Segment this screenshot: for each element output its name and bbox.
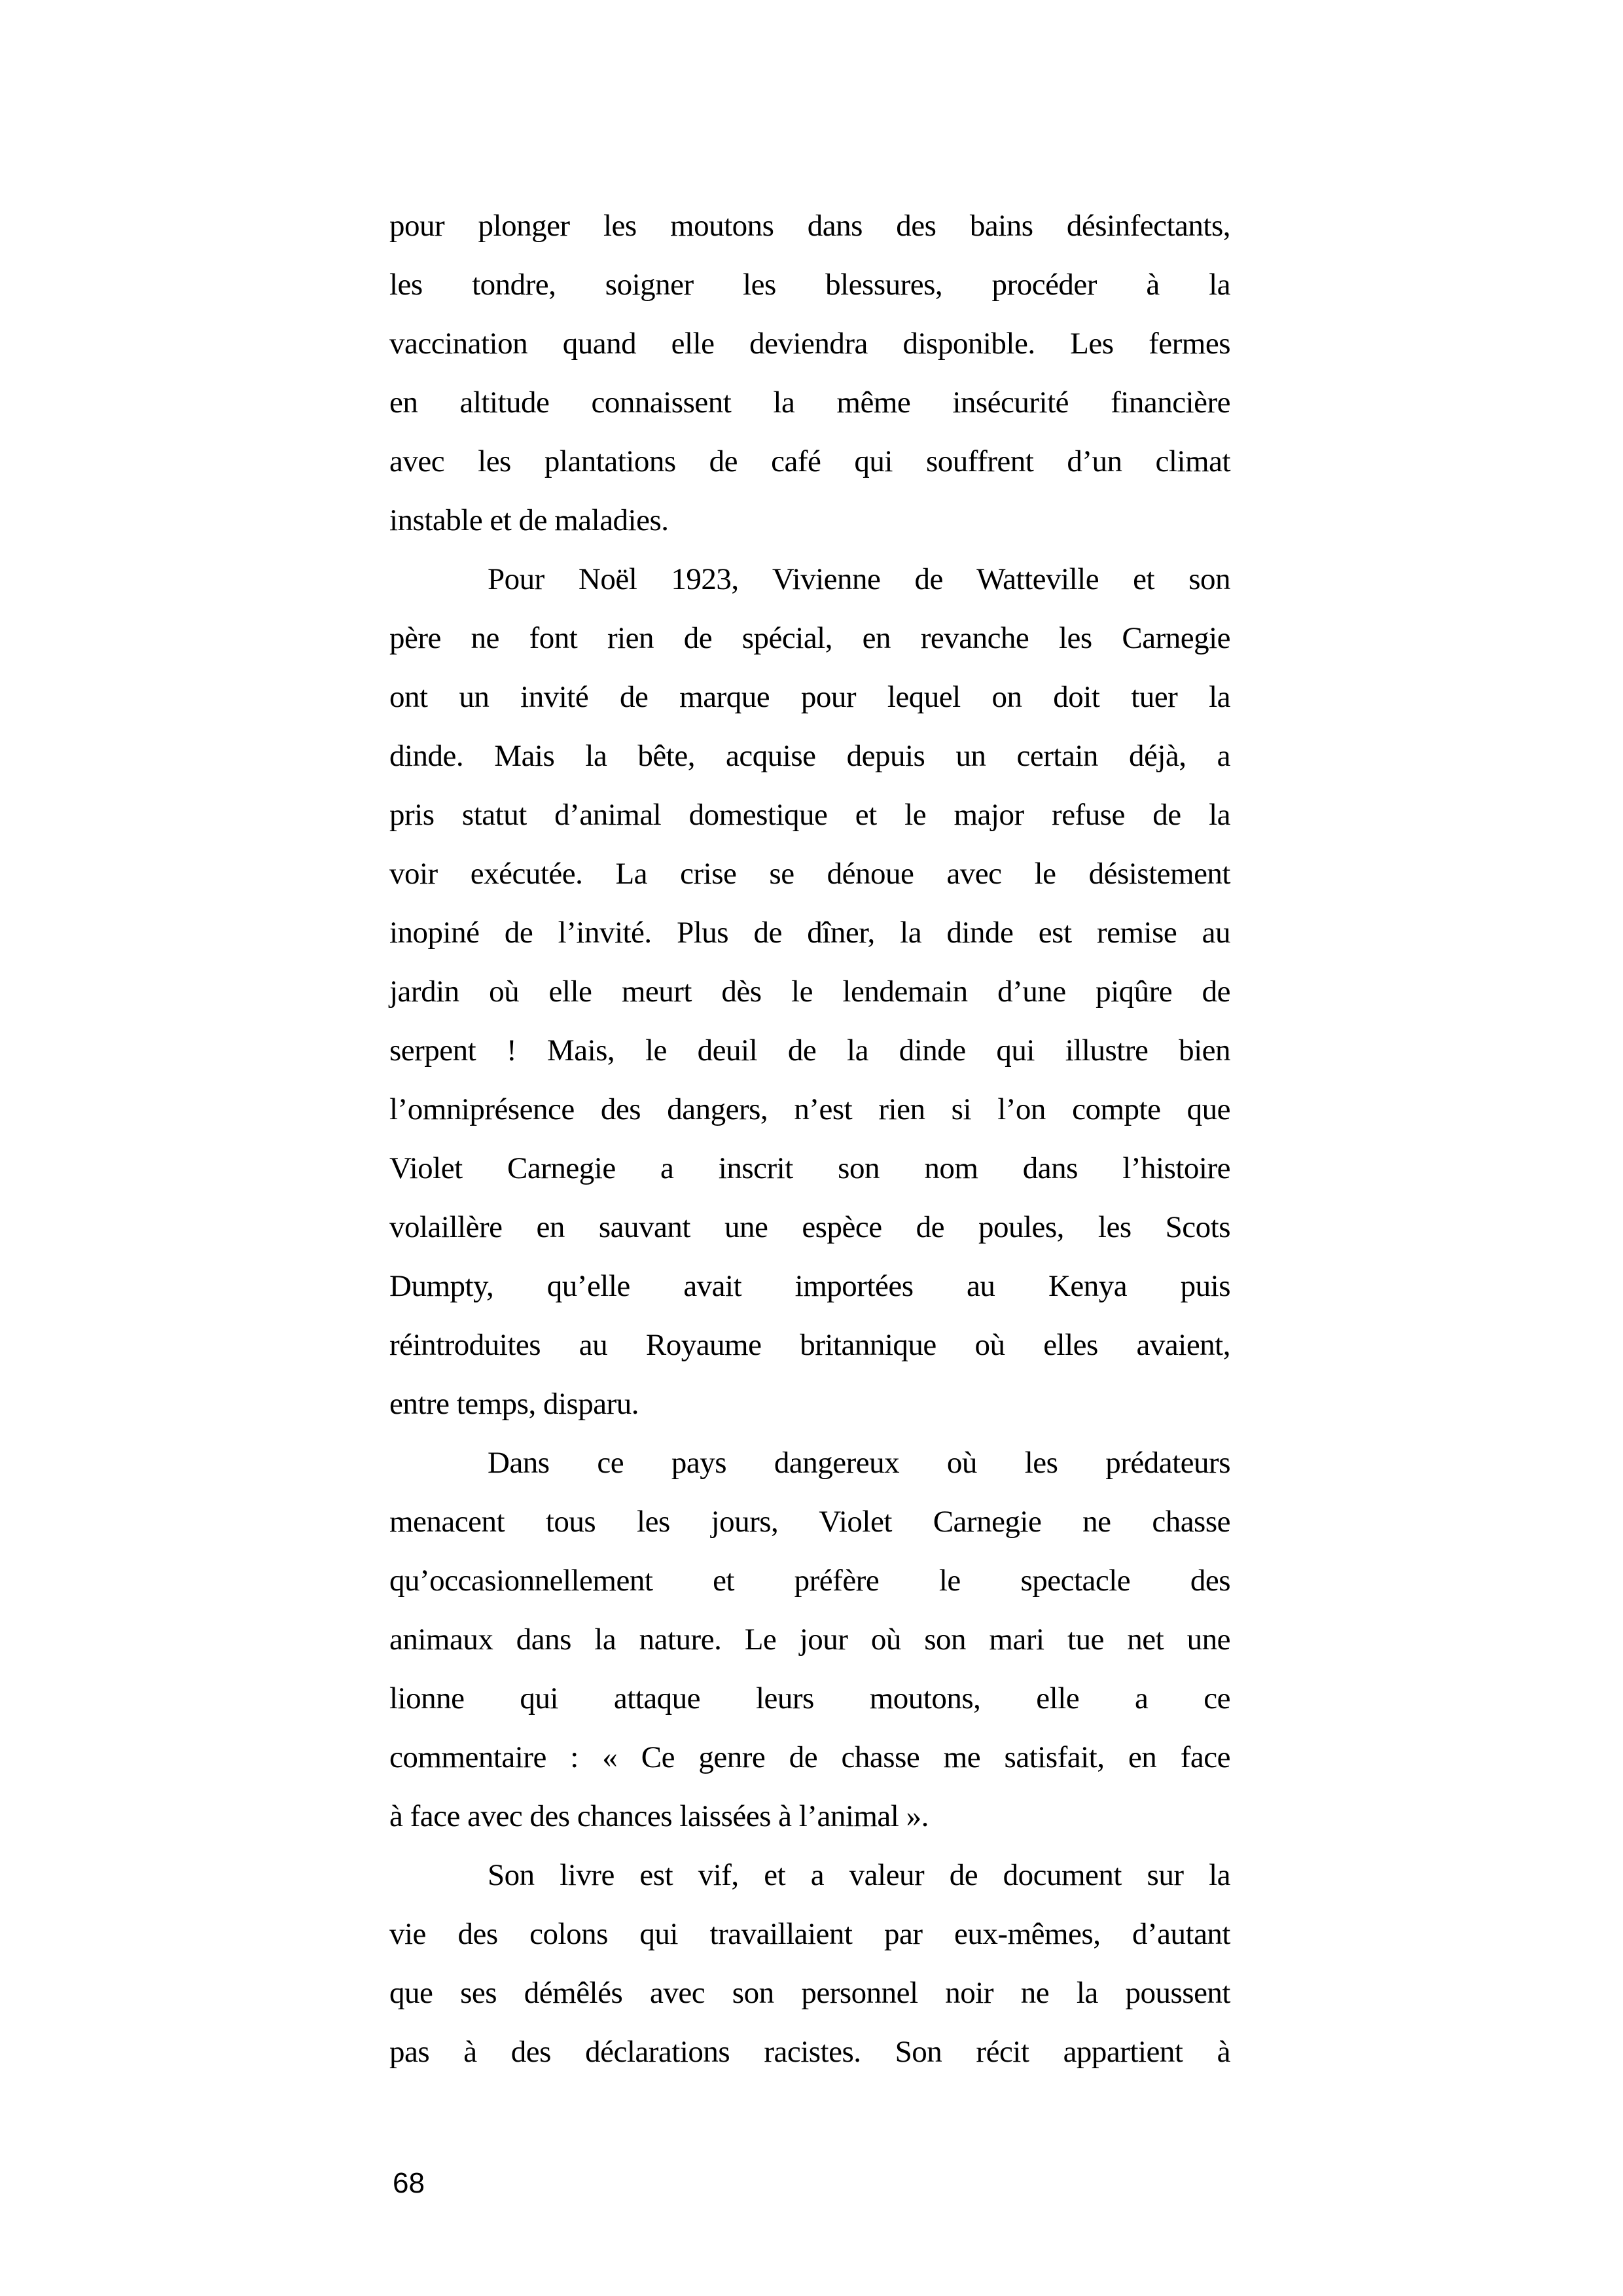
text-line: dinde. Mais la bête, acquise depuis un certain déjà, a [389, 739, 1230, 773]
text-line: inopiné de l’invité. Plus de dîner, la dinde est remise au [389, 916, 1230, 950]
text-block [389, 196, 1230, 2081]
text-line: l’omniprésence des dangers, n’est rien si l’on compte que [389, 1092, 1230, 1126]
text-line: avec les plantations de café qui souffrent d’un climat [389, 444, 1230, 478]
text-line: serpent ! Mais, le deuil de la dinde qui illustre bien [389, 1033, 1230, 1067]
text-line: Pour Noël 1923, Vivienne de Watteville et son [488, 562, 1230, 596]
text-line: vie des colons qui travaillaient par eux-mêmes, d’autant [389, 1917, 1230, 1951]
text-line: Dumpty, qu’elle avait importées au Kenya puis [389, 1269, 1230, 1303]
text-line: vaccination quand elle deviendra disponible. Les fermes [389, 327, 1230, 361]
text-line: qu’occasionnellement et préfère le spectacle des [389, 1564, 1230, 1598]
text-line: réintroduites au Royaume britannique où elles avaient, [389, 1328, 1230, 1362]
text-line: instable et de maladies. [389, 503, 669, 537]
text-line: à face avec des chances laissées à l’animal ». [389, 1799, 929, 1833]
paragraph [389, 550, 1230, 1433]
text-line: Son livre est vif, et a valeur de document sur la [488, 1858, 1230, 1892]
text-line: pas à des déclarations racistes. Son récit appartient à [389, 2035, 1230, 2069]
page-number: 68 [393, 2167, 425, 2199]
text-line: père ne font rien de spécial, en revanche les Carnegie [389, 621, 1230, 655]
text-line: menacent tous les jours, Violet Carnegie ne chasse [389, 1505, 1230, 1539]
paragraph [389, 196, 1230, 550]
text-line: ont un invité de marque pour lequel on doit tuer la [389, 680, 1230, 714]
text-line: que ses démêlés avec son personnel noir ne la poussent [389, 1976, 1230, 2010]
text-line: voir exécutée. La crise se dénoue avec le désistement [389, 857, 1230, 891]
text-line: entre temps, disparu. [389, 1387, 639, 1421]
paragraph [389, 1846, 1230, 2081]
text-line: jardin où elle meurt dès le lendemain d’une piqûre de [389, 975, 1230, 1009]
paragraph [389, 1433, 1230, 1846]
text-line: pour plonger les moutons dans des bains désinfectants, [389, 209, 1230, 243]
text-line: animaux dans la nature. Le jour où son mari tue net une [389, 1623, 1230, 1657]
text-line: Violet Carnegie a inscrit son nom dans l’histoire [389, 1151, 1230, 1185]
text-line: pris statut d’animal domestique et le major refuse de la [389, 798, 1230, 832]
text-line: volaillère en sauvant une espèce de poules, les Scots [389, 1210, 1230, 1244]
text-line: les tondre, soigner les blessures, procéder à la [389, 268, 1230, 302]
text-line: en altitude connaissent la même insécurité financière [389, 386, 1230, 420]
text-line: Dans ce pays dangereux où les prédateurs [488, 1446, 1230, 1480]
text-line: commentaire : « Ce genre de chasse me satisfait, en face [389, 1740, 1230, 1774]
text-line: lionne qui attaque leurs moutons, elle a ce [389, 1681, 1230, 1715]
